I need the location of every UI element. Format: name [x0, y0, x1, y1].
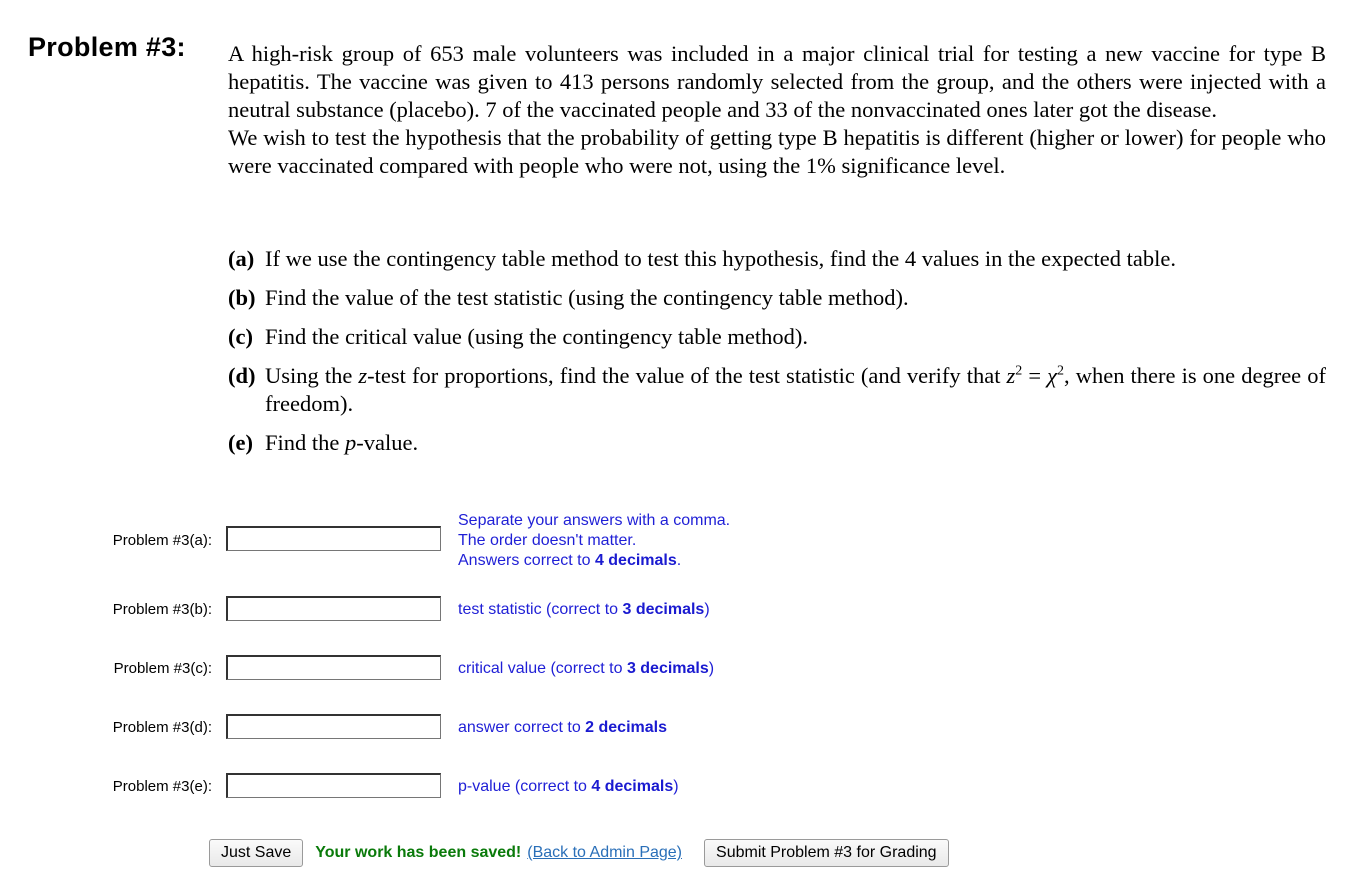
equals-sign: =: [1022, 363, 1048, 388]
answer-input-c[interactable]: [226, 655, 441, 680]
part-c-text: Find the critical value (using the contingency table method).: [265, 324, 808, 349]
answer-label-d: Problem #3(d):: [112, 719, 212, 736]
statement-paragraph-2: We wish to test the hypothesis that the probability of getting type B hepatitis is different (higher or lower) for people who were vaccinated compared with people who were not, using the 1% significance level.: [228, 125, 1326, 178]
hint-e-pre: p-value (correct to: [458, 778, 592, 795]
part-e-text-after: -value.: [356, 430, 419, 455]
submit-grading-button[interactable]: Submit Problem #3 for Grading: [704, 839, 949, 867]
part-a: [228, 245, 1326, 273]
part-a-tag: (a): [228, 246, 255, 271]
answer-label-e: Problem #3(e):: [112, 778, 212, 795]
hint-b-pre: test statistic (correct to: [458, 601, 623, 618]
hint-c-post: ): [708, 660, 715, 677]
part-c-tag: (c): [228, 324, 253, 349]
part-d: [228, 362, 1326, 418]
answer-hint-c: [458, 659, 714, 679]
hint-a-line-1: Separate your answers with a comma.: [458, 512, 731, 529]
answer-input-b[interactable]: [226, 596, 441, 621]
chi-symbol: χ: [1047, 363, 1058, 388]
problem-parts: [228, 245, 1326, 468]
answer-label-c: Problem #3(c):: [113, 660, 212, 677]
hint-d-pre: answer correct to: [458, 719, 586, 736]
z-squared-var: z: [1006, 363, 1016, 388]
hint-a-bold: 4 decimals: [594, 552, 677, 569]
hint-a-line-2: The order doesn't matter.: [458, 532, 637, 549]
hint-c-pre: critical value (correct to: [458, 660, 627, 677]
part-c: [228, 323, 1326, 351]
z-squared-exponent: 2: [1015, 363, 1023, 379]
back-to-admin-link[interactable]: (Back to Admin Page): [527, 844, 683, 861]
hint-a-line-3: [458, 551, 730, 571]
answer-label-a: Problem #3(a):: [112, 532, 212, 549]
hint-b-post: ): [704, 601, 710, 618]
part-e: [228, 429, 1326, 457]
saved-message: Your work has been saved!: [315, 844, 522, 861]
footer-actions: [209, 838, 949, 868]
answer-hint-a: [458, 511, 730, 571]
part-d-text-mid: -test for proportions, find the value of the test statistic (and verify that: [367, 363, 1007, 388]
statement-paragraph-1: A high-risk group of 653 male volunteers was included in a major clinical trial for testing a new vaccine for type B hepatitis. The vaccine was given to 413 persons randomly selected from the group, and the others were injected with a neutral substance (placebo). 7 of the vaccinated people and 33 of the nonvaccinated ones later got the disease.: [228, 41, 1326, 122]
part-e-tag: (e): [228, 430, 253, 455]
answer-hint-d: [458, 718, 667, 738]
part-e-text: [265, 429, 1326, 457]
part-b-text: Find the value of the test statistic (using the contingency table method).: [265, 285, 909, 310]
answer-hint-e: [458, 777, 679, 797]
part-e-text-before: Find the: [265, 430, 346, 455]
answer-hint-b: [458, 600, 710, 620]
problem-statement: [228, 40, 1326, 180]
hint-c-bold: 3 decimals: [626, 660, 709, 677]
part-d-tag: (d): [228, 363, 256, 388]
part-b-tag: (b): [228, 285, 256, 310]
hint-b-bold: 3 decimals: [622, 601, 705, 618]
hint-e-post: ): [673, 778, 679, 795]
chi-squared-exponent: 2: [1057, 363, 1065, 379]
hint-a-post: .: [676, 552, 682, 569]
part-b: [228, 284, 1326, 312]
part-d-text: [265, 362, 1326, 418]
hint-a-pre: Answers correct to: [458, 552, 595, 569]
p-variable: p: [345, 430, 357, 455]
just-save-button[interactable]: Just Save: [209, 839, 303, 867]
z-variable: z: [358, 363, 368, 388]
hint-d-bold: 2 decimals: [585, 719, 667, 736]
part-d-text-before: Using the: [265, 363, 359, 388]
part-a-text: If we use the contingency table method to test this hypothesis, find the 4 values in the expected table.: [265, 246, 1177, 271]
part-d-text-after: , when there is one degree of freedom).: [265, 363, 1326, 416]
answer-input-a[interactable]: [226, 526, 441, 551]
answer-label-b: Problem #3(b):: [112, 601, 212, 618]
answer-input-d[interactable]: [226, 714, 441, 739]
problem-title: Problem #3:: [28, 32, 186, 62]
hint-e-bold: 4 decimals: [591, 778, 674, 795]
answer-input-e[interactable]: [226, 773, 441, 798]
